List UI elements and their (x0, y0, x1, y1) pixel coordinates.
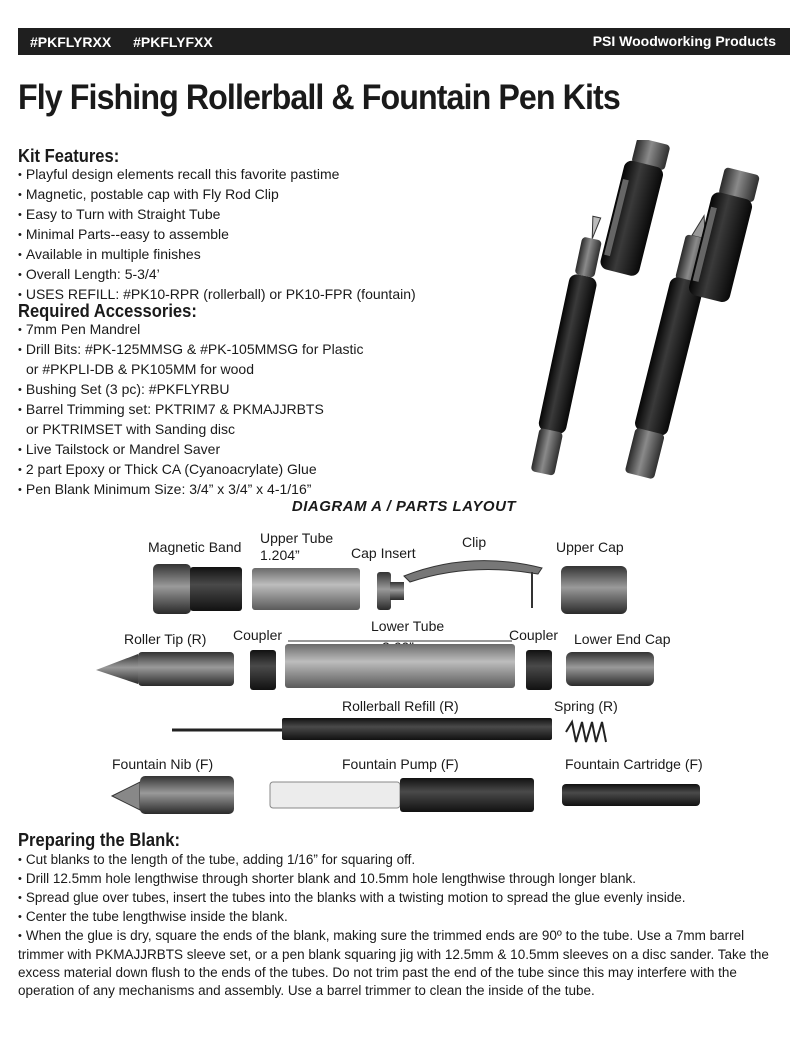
list-item: • Bushing Set (3 pc): #PKFLYRBU (18, 380, 364, 400)
fountain-pen (529, 214, 611, 476)
list-item: • Drill Bits: #PK-125MMSG & #PK-105MMSG for Plastic (18, 340, 364, 360)
required-accessories-heading: Required Accessories: (18, 301, 197, 321)
coupler-right-part (526, 650, 552, 690)
upper-cap-part (561, 566, 627, 614)
spring-part (566, 722, 606, 742)
preparing-list (18, 851, 790, 1000)
list-item: • USES REFILL: #PK10-RPR (rollerball) or PK10-FPR (fountain) (18, 285, 416, 305)
list-item: • 7mm Pen Mandrel (18, 320, 364, 340)
list-item: • Live Tailstock or Mandrel Saver (18, 440, 364, 460)
fountain-cap (599, 140, 671, 277)
list-item: • Playful design elements recall this favorite pastime (18, 165, 416, 185)
coupler-left-part (250, 650, 276, 690)
label-upper-cap: Upper Cap (556, 539, 624, 555)
label-fountain-nib: Fountain Nib (F) (112, 756, 214, 772)
list-item: • Center the tube lengthwise inside the blank. (18, 908, 790, 927)
list-item: • Spread glue over tubes, insert the tubes into the blanks with a twisting motion to spread the glue evenly inside. (18, 889, 790, 908)
label-fountain-pump: Fountain Pump (F) (342, 756, 459, 772)
list-item: • Available in multiple finishes (18, 245, 416, 265)
list-item: • When the glue is dry, square the ends of the blank, making sure the trimmed ends are 90º to the tube. Use a 7mm barrel trimmer with PKMAJJRBTS sleeve set, or a pen blank squaring jig with 12.5mm & 10.5mm sleeves on a disc sander. Take the excess material down flush to the ends of the tubes. Do not trim past the end of the tube since this may interfere with the operation of any mechanisms and assembly. Use a barrel trimmer to clean the inside of the tube. (18, 927, 790, 1000)
label-magnetic-band: Magnetic Band (148, 539, 242, 555)
label-upper-tube-length: 1.204” (260, 547, 300, 563)
required-accessories-list (18, 320, 364, 500)
clip-part (404, 561, 542, 582)
header-bar (18, 28, 790, 55)
product-codes (30, 34, 229, 50)
label-rollerball-refill: Rollerball Refill (R) (342, 698, 459, 714)
label-clip: Clip (462, 534, 487, 550)
label-lower-tube: Lower Tube (371, 618, 445, 634)
upper-tube-part (252, 568, 360, 610)
list-item: • Magnetic, postable cap with Fly Rod Clip (18, 185, 416, 205)
lower-tube-part (285, 644, 515, 688)
label-coupler-right: Coupler (509, 627, 559, 643)
product-code-fountain: #PKFLYFXX (133, 34, 213, 50)
fountain-nib-part (112, 776, 234, 814)
preparing-heading: Preparing the Blank: (18, 830, 180, 850)
roller-tip-part (96, 652, 234, 686)
kit-features-list (18, 165, 416, 305)
page-title: Fly Fishing Rollerball & Fountain Pen Kits (18, 78, 620, 117)
lower-end-cap-part (566, 652, 654, 686)
list-item: • Cut blanks to the length of the tube, adding 1/16” for squaring off. (18, 851, 790, 870)
cap-insert-part (377, 572, 404, 610)
label-lower-end-cap: Lower End Cap (574, 631, 671, 647)
list-item: • Minimal Parts--easy to assemble (18, 225, 416, 245)
pen-photo (470, 140, 790, 490)
label-upper-tube: Upper Tube (260, 530, 334, 546)
product-code-rollerball: #PKFLYRXX (30, 34, 112, 50)
list-item: • Pen Blank Minimum Size: 3/4” x 3/4” x 4-1/16” (18, 480, 364, 500)
rollerball-refill-part (172, 718, 552, 740)
diagram-title: DIAGRAM A / PARTS LAYOUT (291, 498, 517, 515)
kit-features-heading: Kit Features: (18, 146, 120, 166)
label-spring: Spring (R) (554, 698, 618, 714)
list-item: • Drill 12.5mm hole lengthwise through shorter blank and 10.5mm hole lengthwise through longer blank. (18, 870, 790, 889)
label-fountain-cartridge: Fountain Cartridge (F) (565, 756, 703, 772)
fountain-pump-part (270, 778, 534, 812)
list-item: • Easy to Turn with Straight Tube (18, 205, 416, 225)
label-cap-insert: Cap Insert (351, 545, 416, 561)
magnetic-band-part (153, 564, 242, 614)
list-item-continued: or PKTRIMSET with Sanding disc (26, 421, 236, 437)
list-item: • Barrel Trimming set: PKTRIM7 & PKMAJJRBTS (18, 400, 364, 420)
brand-name: PSI Woodworking Products (592, 33, 776, 49)
list-item-continued: or #PKPLI-DB & PK105MM for wood (26, 361, 254, 377)
list-item: • Overall Length: 5-3/4’ (18, 265, 416, 285)
fountain-cartridge-part (562, 784, 700, 806)
label-coupler-left: Coupler (233, 627, 283, 643)
label-roller-tip: Roller Tip (R) (124, 631, 207, 647)
parts-layout-diagram (0, 520, 808, 820)
list-item: • 2 part Epoxy or Thick CA (Cyanoacrylate) Glue (18, 460, 364, 480)
